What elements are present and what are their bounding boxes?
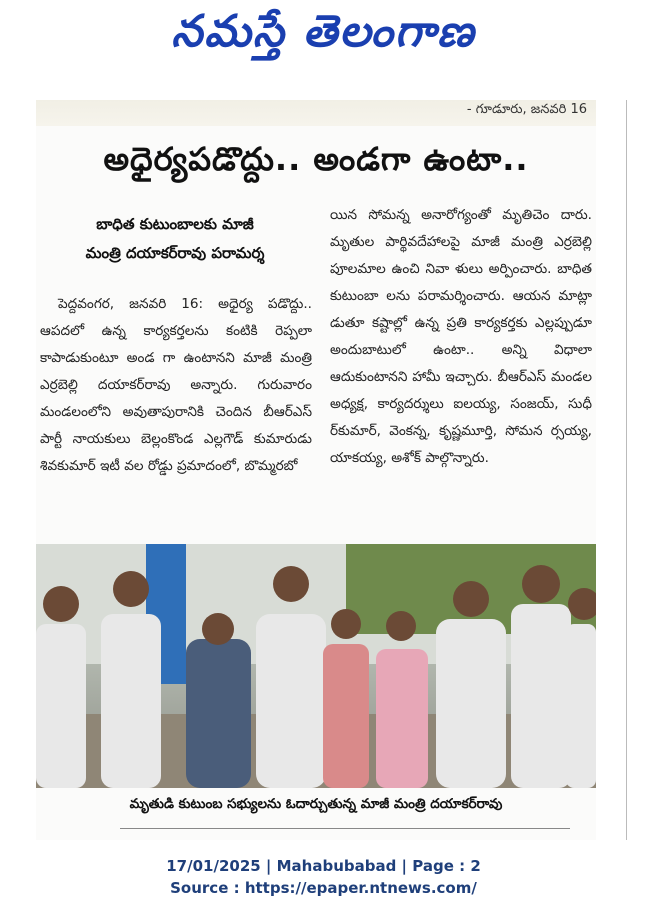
subheadline-line-2: మంత్రి దయాకర్‌రావు పరామర్శ [85,244,265,262]
top-dateline: - గూడూరు, జనవరి 16 [466,102,587,117]
caption-underline [120,828,570,829]
subheadline-line-1: బాధిత కుటుంబాలకు మాజీ [96,215,254,233]
news-photo [36,544,596,788]
photo-caption: మృతుడి కుటుంబ సభ్యులను ఓదార్చుతున్న మాజీ మంత్రి దయాకర్‌రావు [129,796,503,812]
masthead-logo: నమస్తే తెలంగాణ [171,6,476,57]
footer-source: Source : https://epaper.ntnews.com/ [170,879,477,897]
page-edge-divider [626,100,627,840]
subheadline [40,210,310,268]
article-text-col1: పెద్దవంగర, జనవరి 16: అధైర్య పడొద్దు.. ఆపదలో ఉన్న కార్యకర్తలను కంటికి రెప్పలా కాపాడుకుంటూ అండ గా ఉంటానని మాజీ మంత్రి ఎర్రబెల్లి దయాకర్‌రావు అన్నారు. గురువారం మండలంలోని అవుతాపురానికి చెందిన బీఆర్‌ఎస్ పార్టీ నాయకులు బెల్లంకొండ ఎల్లగౌడ్ కుమారుడు శివకుమార్ ఇటీ వల రోడ్డు ప్రమాదంలో, బొమ్మరబో [40,296,312,474]
article-column-2 [330,202,592,472]
article-text-col2: యిన సోమన్న అనారోగ్యంతో మృతిచెం దారు. మృతుల పార్థివదేహాలపై మాజీ మంత్రి ఎర్రబెల్లి పూలమాల ఉంచి నివా ళులు అర్పించారు. బాధిత కుటుంబా లను పరామర్శించారు. ఆయన మాట్లా డుతూ కష్టాల్లో ఉన్న ప్రతి కార్యకర్తకు ఎల్లప్పుడూ అందుబాటులో ఉంటా.. అన్ని విధాలా ఆదుకుంటానని హామీ ఇచ్చారు. బీఆర్‌ఎస్ మండల అధ్యక్ష, కార్యదర్శులు ఐలయ్య, సంజయ్, సుధీ ర్‌కుమార్, వెంకన్న, కృష్ణమూర్తి, సోమన ర్సయ్య, యాకయ్య, అశోక్ పాల్గొన్నారు. [330,207,592,466]
article-column-1 [40,291,312,480]
footer-edition-info: 17/01/2025 | Mahabubabad | Page : 2 [166,857,481,875]
headline: అధైర్యపడొద్దు.. అండగా ఉంటా.. [103,140,529,178]
photo-illustration [36,544,596,788]
